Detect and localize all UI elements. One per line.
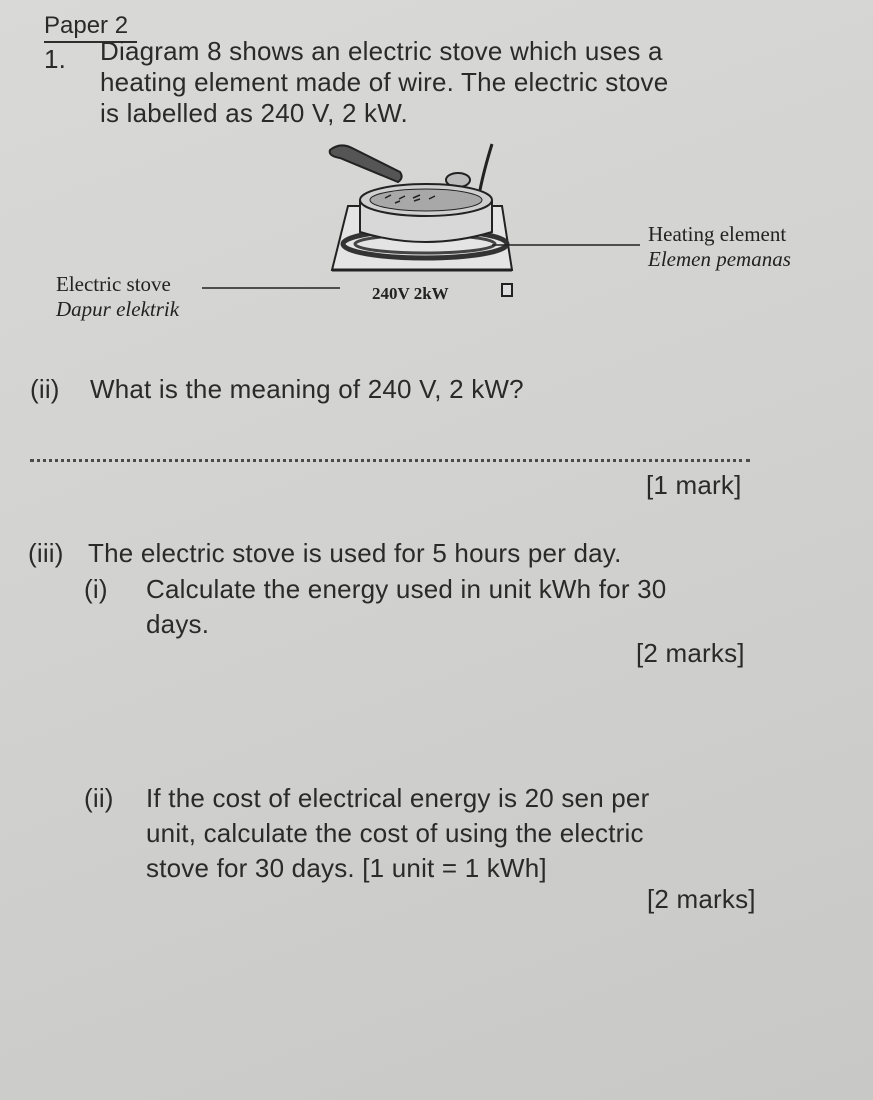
question-intro-line-3: is labelled as 240 V, 2 kW. — [100, 98, 408, 128]
paper-label: Paper 2 — [44, 12, 129, 39]
question-intro-line-2: heating element made of wire. The electric stove — [100, 67, 669, 97]
electric-stove-label-malay: Dapur elektrik — [56, 297, 180, 321]
answer-line[interactable] — [30, 459, 750, 462]
heating-element-label-malay: Elemen pemanas — [648, 247, 791, 271]
stove-illustration — [202, 144, 640, 296]
part-iii-question: The electric stove is used for 5 hours per day. — [88, 538, 622, 568]
sub-ii-marks: [2 marks] — [647, 884, 756, 914]
sub-i-marks: [2 marks] — [636, 638, 745, 668]
sub-i-number: (i) — [84, 574, 108, 604]
sub-ii-line-3: stove for 30 days. [1 unit = 1 kWh] — [146, 853, 547, 883]
part-ii-marks: [1 mark] — [646, 470, 742, 500]
sub-ii-line-1: If the cost of electrical energy is 20 sen per — [146, 783, 650, 813]
question-number: 1. — [44, 44, 67, 74]
sub-ii-number: (ii) — [84, 783, 114, 813]
sub-i-line-2: days. — [146, 609, 210, 639]
sub-i-line-1: Calculate the energy used in unit kWh for 30 — [146, 574, 667, 604]
sub-ii-line-2: unit, calculate the cost of using the electric — [146, 818, 644, 848]
heating-element-label: Heating element — [648, 222, 787, 246]
part-iii-number: (iii) — [28, 538, 64, 568]
part-ii-number: (ii) — [30, 374, 60, 404]
electric-stove-label: Electric stove — [56, 272, 171, 296]
part-ii-question: What is the meaning of 240 V, 2 kW? — [90, 374, 524, 404]
question-intro-line-1: Diagram 8 shows an electric stove which uses a — [100, 36, 663, 66]
stove-rating-plate: 240V 2kW — [372, 284, 449, 303]
